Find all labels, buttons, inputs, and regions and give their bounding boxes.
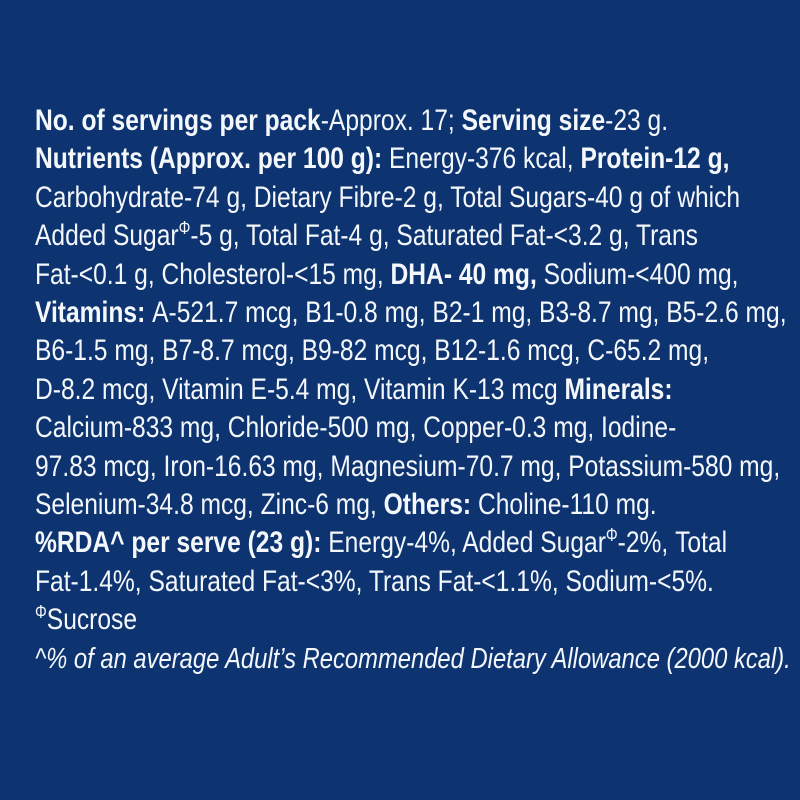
label-line-minerals-2 — [35, 448, 800, 486]
text-segment: Energy-4%, Added Sugar — [328, 526, 606, 560]
nutrition-text-block — [35, 102, 800, 678]
text-segment: %RDA^ per serve (23 g): — [35, 526, 329, 560]
label-line-vitamins-2 — [35, 332, 800, 370]
label-line-vitamins-1 — [35, 294, 800, 332]
text-segment: A-521.7 mcg, B1-0.8 mg, B2-1 mg, B3-8.7 mg, B5-2.6 mg, — [152, 296, 787, 330]
text-segment: Nutrients (Approx. per 100 g): — [35, 142, 390, 176]
text-segment: Fat-<0.1 g, Cholesterol-<15 mg, — [35, 257, 391, 291]
label-line-rda-1 — [35, 524, 800, 562]
text-segment: Calcium-833 mg, Chloride-500 mg, Copper-0.3 mg, Iodine- — [35, 411, 677, 445]
text-segment: Selenium-34.8 mcg, Zinc-6 mg, — [35, 488, 384, 522]
text-segment: Serving size — [461, 104, 606, 137]
label-line-servings — [35, 102, 800, 140]
text-segment: -5 g, Total Fat-4 g, Saturated Fat-<3.2 g, Trans — [190, 219, 698, 253]
text-segment: -Approx. 17; — [320, 104, 462, 137]
phi-superscript: Φ — [178, 218, 191, 239]
label-line-rda-definition-footnote — [35, 640, 800, 678]
label-line-sucrose-footnote — [35, 601, 800, 639]
label-line-added-sugar — [35, 217, 800, 255]
text-segment: Sodium-<400 mg, — [536, 257, 739, 291]
text-segment: ^% of an average Adult’s Recommended Dietary Allowance (2000 kcal). — [35, 642, 791, 675]
phi-superscript: Φ — [35, 602, 47, 623]
text-segment: DHA- 40 mg, — [390, 257, 537, 291]
text-segment: -23 g. — [605, 104, 669, 137]
phi-superscript: Φ — [605, 525, 618, 546]
text-segment: No. of servings per pack — [35, 104, 321, 137]
label-line-vitamins-3-minerals-heading — [35, 371, 800, 409]
text-segment: Carbohydrate-74 g, Dietary Fibre-2 g, Total Sugars-40 g of which — [35, 180, 741, 214]
text-segment: Fat-1.4%, Saturated Fat-<3%, Trans Fat-<1.1%, Sodium-<5%. — [35, 564, 714, 598]
label-line-rda-2 — [35, 563, 800, 601]
text-segment: Others: — [383, 488, 478, 522]
text-segment: Choline-110 mg. — [477, 488, 657, 522]
text-segment: D-8.2 mcg, Vitamin E-5.4 mg, Vitamin K-13 mcg — [35, 372, 565, 406]
text-segment: Minerals: — [564, 372, 673, 406]
text-segment: Protein-12 g, — [580, 142, 730, 176]
label-line-nutrients-heading — [35, 140, 800, 178]
text-segment: -2%, Total — [617, 526, 728, 560]
label-line-cholesterol-dha — [35, 256, 800, 294]
text-segment: 97.83 mcg, Iron-16.63 mg, Magnesium-70.7 mg, Potassium-580 mg, — [35, 449, 781, 483]
text-segment: Vitamins: — [35, 296, 153, 330]
label-line-carbohydrate — [35, 179, 800, 217]
text-segment: Energy-376 kcal, — [389, 142, 581, 176]
text-segment: B6-1.5 mg, B7-8.7 mcg, B9-82 mcg, B12-1.6 mcg, C-65.2 mg, — [35, 334, 710, 368]
text-segment: Added Sugar — [35, 219, 179, 253]
label-line-minerals-1 — [35, 409, 800, 447]
label-line-minerals-3-others — [35, 486, 800, 524]
text-segment: Sucrose — [46, 603, 138, 637]
